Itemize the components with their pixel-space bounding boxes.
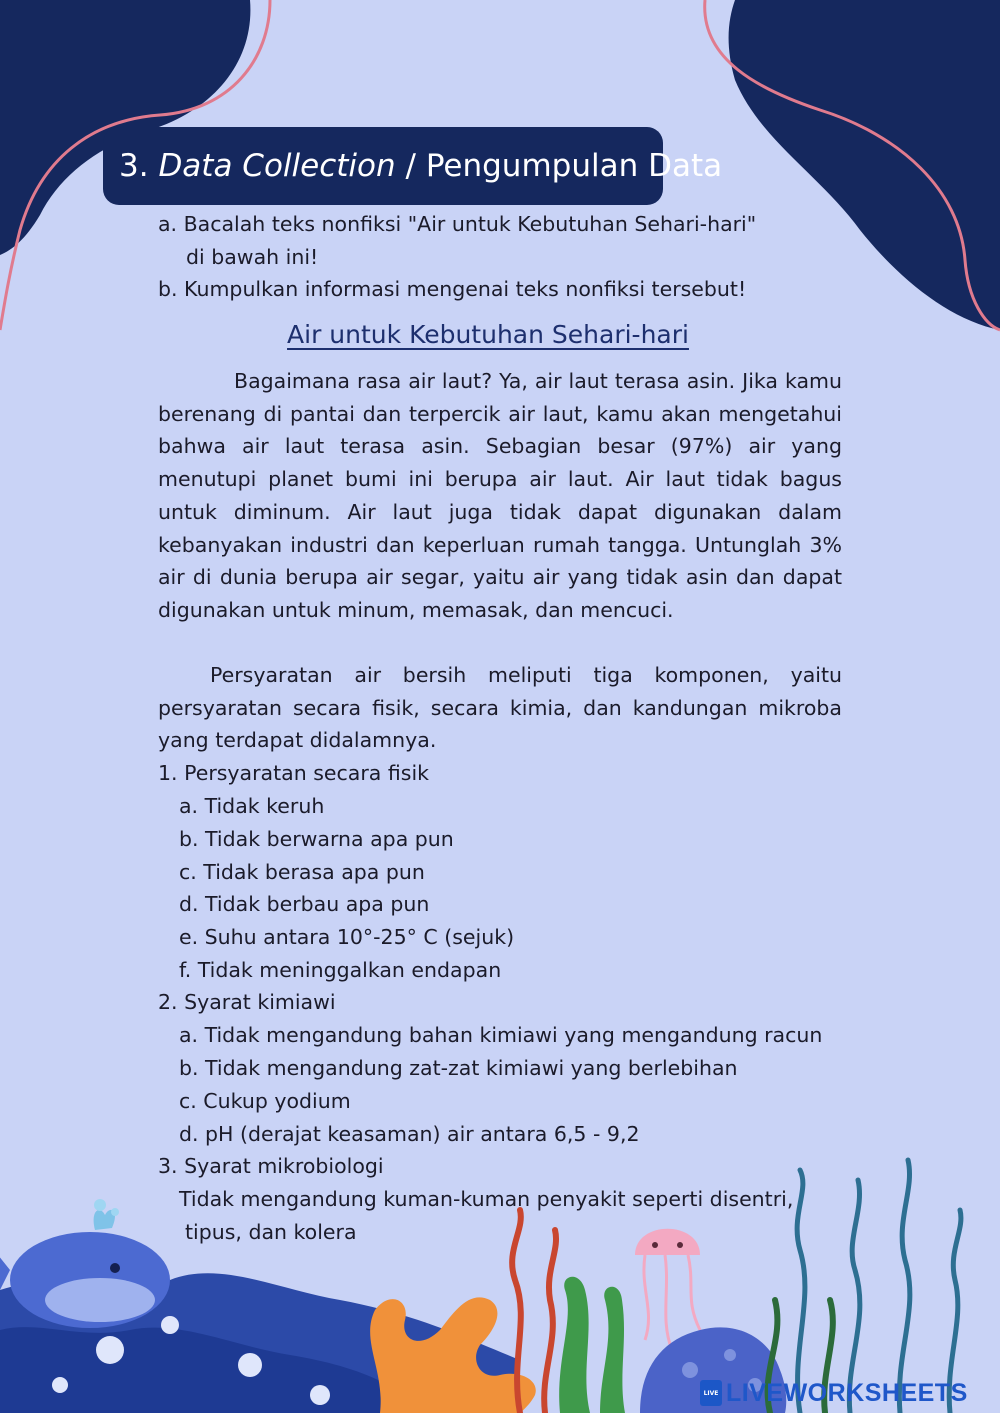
wave-bubble	[96, 1336, 124, 1364]
orange-coral-illustration	[370, 1297, 536, 1413]
microbiological-heading: 3. Syarat mikrobiologi	[158, 1154, 384, 1178]
seaweed-red-illustration	[512, 1210, 556, 1413]
chemical-item: a. Tidak mengandung bahan kimiawi yang mengandung racun	[179, 1023, 823, 1047]
section-title-id: / Pengumpulan Data	[405, 148, 723, 184]
physical-item: e. Suhu antara 10°-25° C (sejuk)	[179, 925, 515, 949]
top-right-blob	[729, 0, 1000, 330]
physical-item: d. Tidak berbau apa pun	[179, 892, 430, 916]
liveworksheets-text: LIVEWORKSHEETS	[726, 1378, 968, 1407]
instruction-a-continued: di bawah ini!	[186, 245, 319, 269]
section-header	[103, 127, 723, 205]
physical-item: f. Tidak meninggalkan endapan	[179, 958, 502, 982]
microbiological-line: Tidak mengandung kuman-kuman penyakit seperti disentri,	[179, 1187, 794, 1211]
wave-bubble	[161, 1316, 179, 1334]
chemical-item: c. Cukup yodium	[179, 1089, 351, 1113]
instruction-b: b. Kumpulkan informasi mengenai teks nonfiksi tersebut!	[158, 277, 747, 301]
section-title-en: Data Collection	[158, 148, 396, 184]
microbiological-line: tipus, dan kolera	[185, 1220, 357, 1244]
chemical-item: d. pH (derajat keasaman) air antara 6,5 - 9,2	[179, 1122, 640, 1146]
wave-bubble	[238, 1353, 262, 1377]
wave-bubble	[52, 1377, 68, 1393]
article-paragraph-2: Persyaratan air bersih meliputi tiga komponen, yaitu persyaratan secara fisik, secara kimia, dan kandungan mikroba yang terdapat didalamnya.	[158, 663, 842, 753]
liveworksheets-logo-icon: LIVE	[700, 1380, 722, 1406]
physical-item: a. Tidak keruh	[179, 794, 325, 818]
section-number: 3.	[119, 148, 149, 184]
liveworksheets-watermark[interactable]	[700, 1378, 968, 1408]
physical-heading: 1. Persyaratan secara fisik	[158, 761, 430, 785]
physical-item: b. Tidak berwarna apa pun	[179, 827, 454, 851]
physical-item: c. Tidak berasa apa pun	[179, 860, 425, 884]
seaweed-teal-illustration	[797, 1160, 961, 1413]
article-title: Air untuk Kebutuhan Sehari-hari	[287, 320, 689, 349]
chemical-heading: 2. Syarat kimiawi	[158, 990, 336, 1014]
wave-bubble	[310, 1385, 330, 1405]
seaweed-green-illustration	[559, 1277, 625, 1413]
chemical-item: b. Tidak mengandung zat-zat kimiawi yang berlebihan	[179, 1056, 738, 1080]
jellyfish-illustration	[635, 1229, 700, 1350]
article-paragraph-1: Bagaimana rasa air laut? Ya, air laut terasa asin. Jika kamu berenang di pantai dan terpercik air laut, kamu akan mengetahui bahwa air laut terasa asin. Sebagian besar (97%) air yang menutupi planet bumi ini berupa air laut. Air laut tidak bagus untuk diminum. Air laut juga tidak dapat digunakan dalam kebanyakan industri dan keperluan rumah tangga. Untunglah 3% air di dunia berupa air segar, yaitu air yang tidak asin dan dapat digunakan untuk minum, memasak, dan mencuci.	[158, 369, 842, 622]
instruction-a: a. Bacalah teks nonfiksi "Air untuk Kebutuhan Sehari-hari"	[158, 212, 757, 236]
